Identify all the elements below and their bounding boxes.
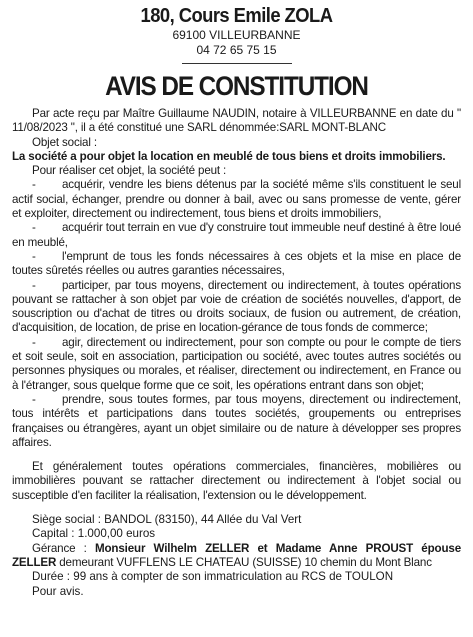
list-item (12, 178, 461, 221)
capital: Capital : 1.000,00 euros (32, 527, 156, 541)
spacer (12, 503, 461, 513)
intro-paragraph: Par acte reçu par Maître Guillaume NAUDIN, notaire à VILLEURBANNE en date du " 11/08/2023 ", il a été constitué une SARL dénommée:SARL MONT-BLANC (12, 107, 461, 135)
list-dash: - (32, 249, 36, 263)
list-dash: - (32, 278, 36, 292)
header-phone: 04 72 65 75 15 (196, 43, 277, 57)
objet-statement: La société a pour objet la location en meublé de tous biens et droits immobiliers. (12, 149, 446, 163)
list-item-text: l'emprunt de tous les fonds nécessaires à ces objets et la mise en place de toutes sûretés réelles ou autres garanties nécessaires, (12, 249, 461, 278)
gerance-label: Gérance : (32, 541, 95, 555)
list-item-text: agir, directement ou indirectement, pour son compte ou pour le compte de tiers et soit seule, soit en association, participation ou société, avec toutes autres sociétés ou personnes physiques ou morales, et réaliser, directement ou indirectement, en France ou à l'étranger, sous quelque forme que ce soit, les opérations entrant dans son objet; (12, 335, 461, 392)
objet-label: Objet social : (32, 135, 97, 149)
list-item-text: participer, par tous moyens, directement ou indirectement, à toutes opérations pouvant se rattacher à son objet par voie de création de sociétés nouvelles, d'apport, de souscription ou d'achat de titres ou droits sociaux, de fusion ou autrement, de création, d'acquisition, de location, de prise en location-gérance de tous fonds de commerce; (12, 278, 461, 335)
list-item-text: acquérir, vendre les biens détenus par la société même s'ils constituent le seul actif social, échanger, prendre ou donner à bail, avec ou sans promesse de vente, gérer et exploiter, directement ou indirectement, tous biens et droits immobiliers, (12, 178, 461, 221)
duree: Durée : 99 ans à compter de son immatriculation au RCS de TOULON (32, 570, 394, 584)
header-address: 180, Cours Emile ZOLA (140, 5, 333, 27)
notice-title: AVIS DE CONSTITUTION (105, 71, 368, 101)
header-divider (182, 63, 292, 64)
list-dash: - (32, 335, 36, 349)
list-dash: - (32, 221, 36, 235)
list-item (12, 279, 461, 336)
list-dash: - (32, 392, 36, 406)
list-item-text: prendre, sous toutes formes, par tous moyens, directement ou indirectement, tous intérêts et participations dans toutes sociétés, groupements ou entreprises françaises ou étrangères, ayant un objet similaire ou de nature à développer ses propres affaires. (12, 392, 461, 449)
list-item-text: acquérir tout terrain en vue d'y construire tout immeuble neuf destiné à être loué en meublé, (12, 221, 461, 249)
list-item (12, 393, 461, 450)
legal-notice-page (0, 4, 473, 637)
gerance-names: Monsieur Wilhelm ZELLER et Madame Anne PROUST épouse ZELLER (12, 541, 461, 569)
list-dash: - (32, 178, 36, 192)
pour-avis: Pour avis. (32, 584, 84, 598)
publisher-header (12, 4, 461, 64)
list-item (12, 250, 461, 279)
gerance-address: demeurant VUFFLENS LE CHATEAU (SUISSE) 10 chemin du Mont Blanc (56, 555, 432, 569)
list-item (12, 221, 461, 250)
realiser-paragraph: Pour réaliser cet objet, la société peut : (32, 164, 227, 178)
spacer (12, 450, 461, 460)
general-paragraph: Et généralement toutes opérations commerciales, financières, mobilières ou immobilières pouvant se rattacher directement ou indirectement à l'objet social ou susceptible d'en faciliter la réalisation, l'extension ou le développement. (12, 460, 461, 502)
list-item (12, 336, 461, 393)
siege-social: Siège social : BANDOL (83150), 44 Allée du Val Vert (32, 513, 302, 527)
header-city: 69100 VILLEURBANNE (172, 28, 301, 42)
gerance-paragraph (12, 542, 461, 571)
